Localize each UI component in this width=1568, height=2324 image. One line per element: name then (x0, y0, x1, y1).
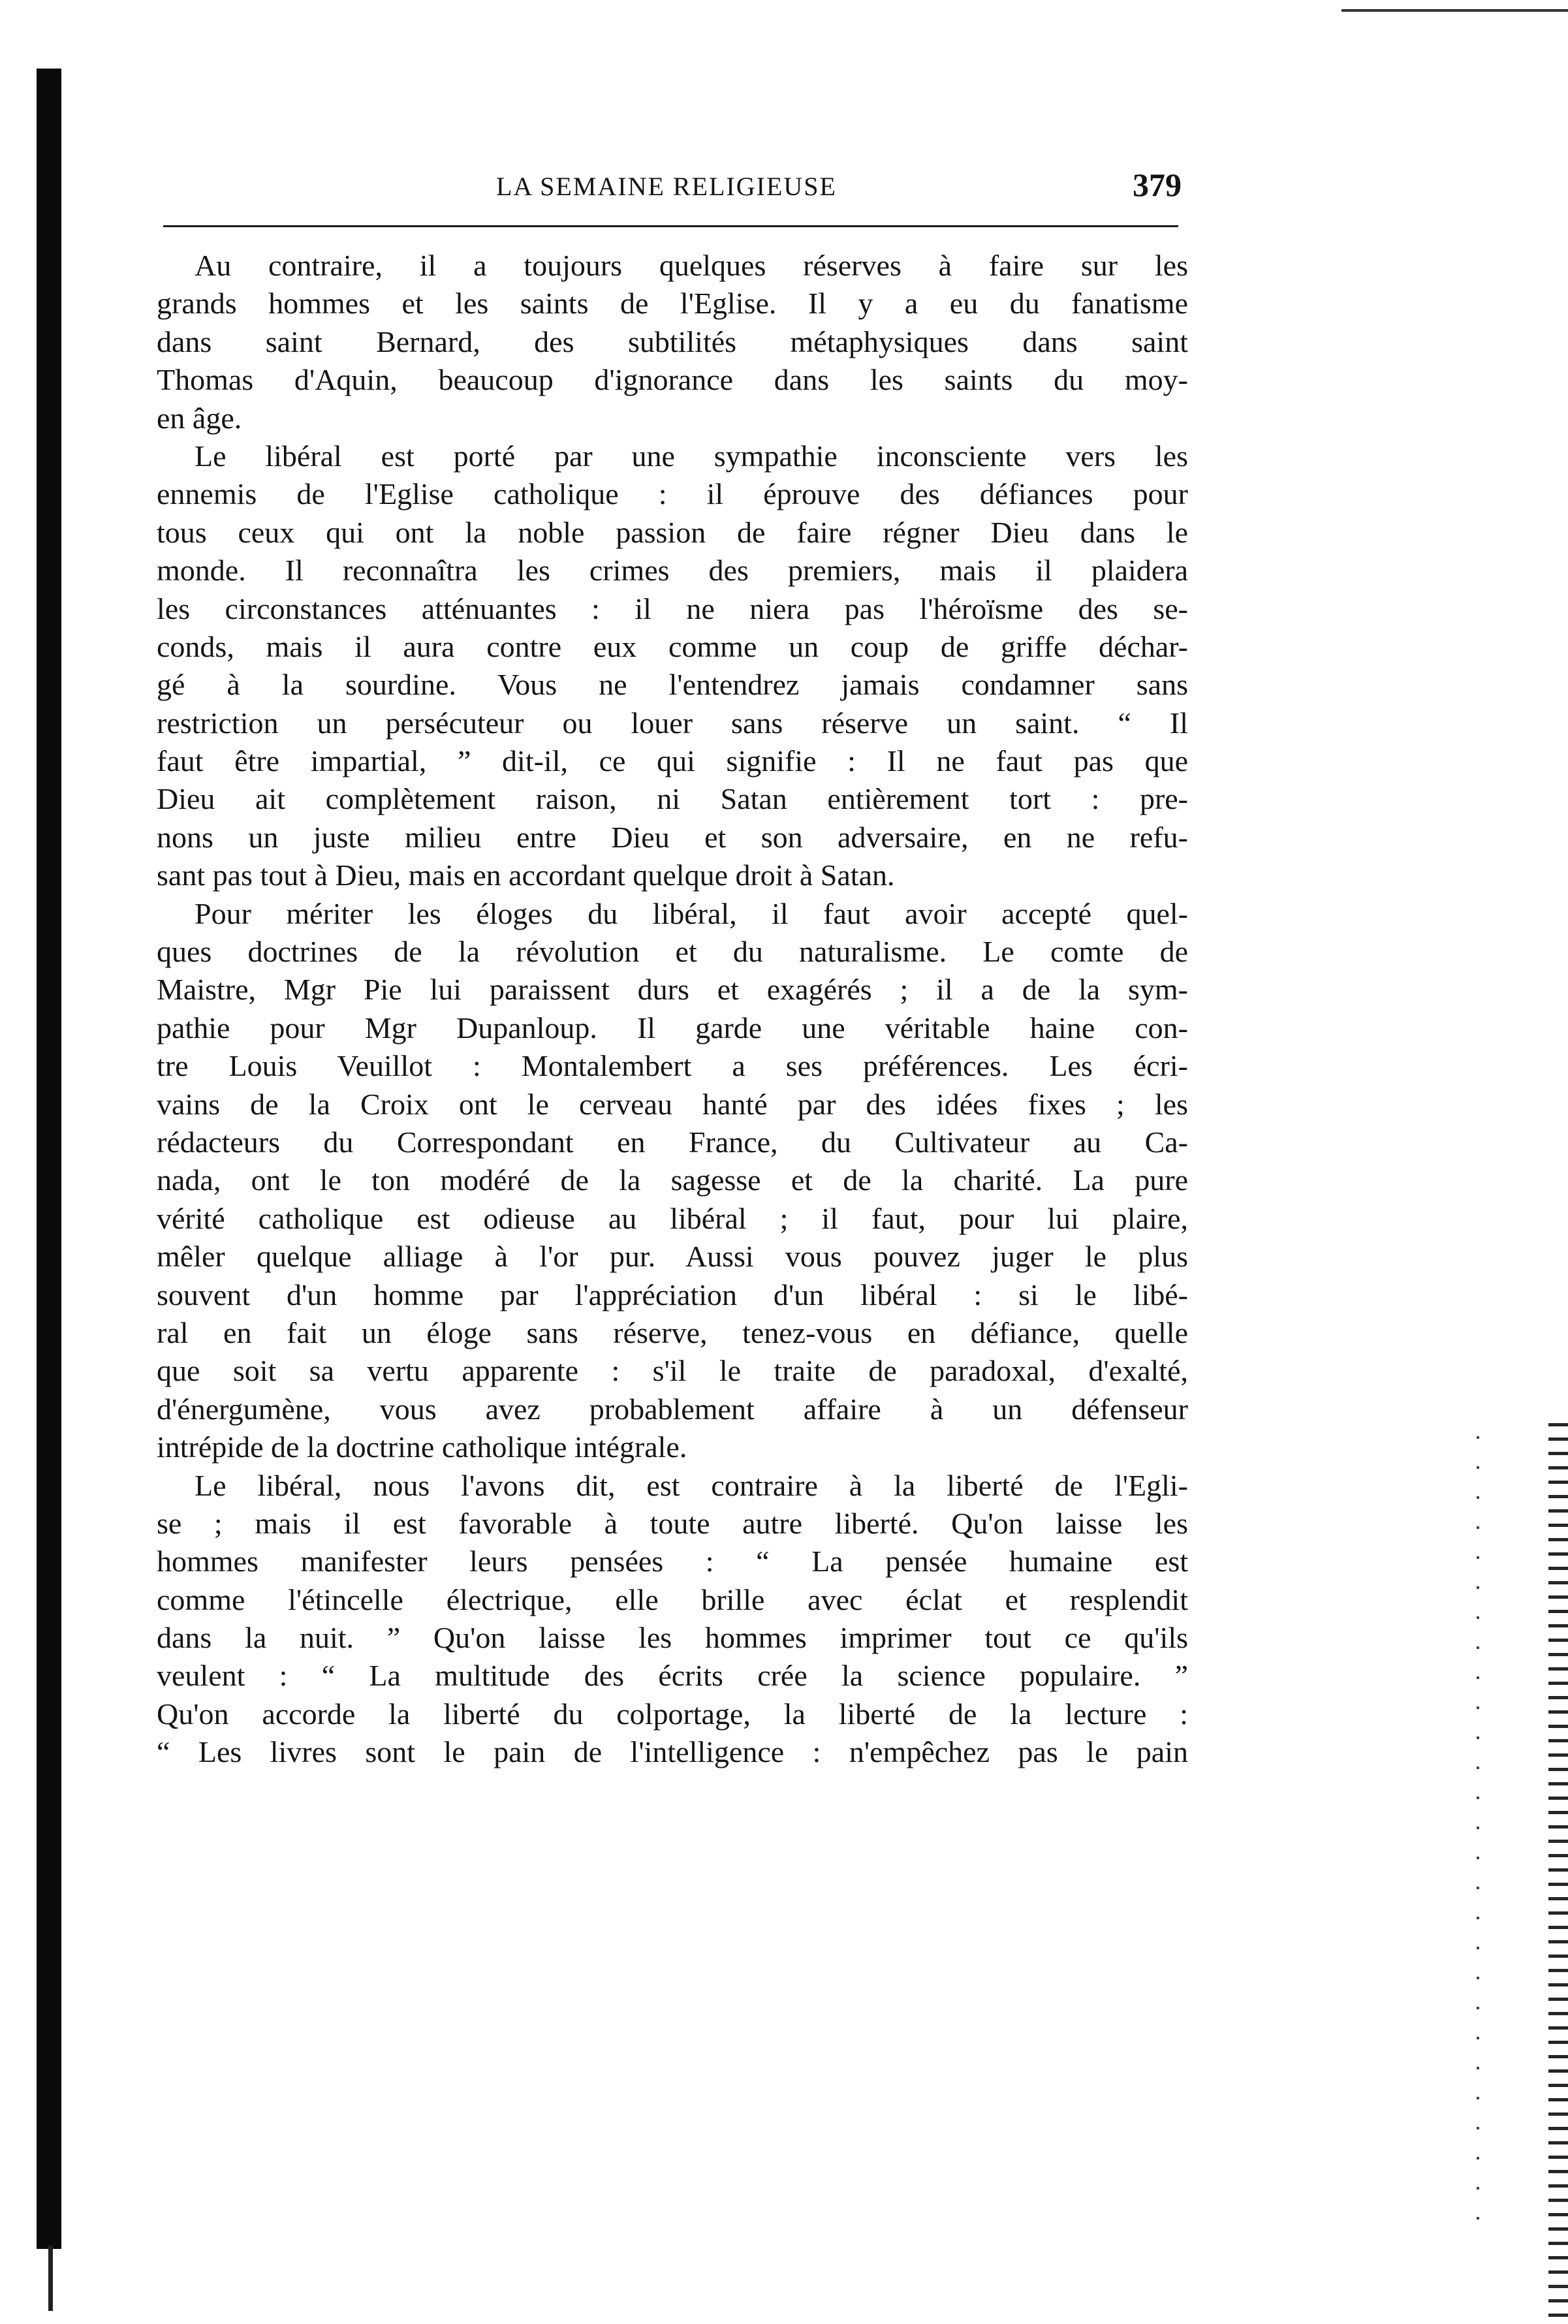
text-line: dans la nuit. ” Qu'on laisse les hommes imprimer tout ce qu'ils (157, 1621, 1188, 1655)
text-line: les circonstances atténuantes : il ne niera pas l'héroïsme des se- (157, 591, 1188, 625)
text-line: conds, mais il aura contre eux comme un coup de griffe déchar- (157, 629, 1188, 663)
text-line: que soit sa vertu apparente : s'il le traite de paradoxal, d'exalté, (157, 1354, 1188, 1388)
text-line: dans saint Bernard, des subtilités métaphysiques dans saint (157, 324, 1188, 358)
page-number: 379 (1133, 166, 1182, 203)
text-line: ennemis de l'Eglise catholique : il éprouve des défiances pour (157, 477, 1188, 511)
body-text (157, 247, 1188, 1772)
text-line: faut être impartial, ” dit-il, ce qui signifie : Il ne faut pas que (157, 744, 1188, 778)
text-line: tre Louis Veuillot : Montalembert a ses préférences. Les écri- (157, 1049, 1188, 1083)
text-line: Le libéral, nous l'avons dit, est contraire à la liberté de l'Egli- (195, 1468, 1188, 1502)
header-rule (163, 225, 1178, 227)
scan-top-rule (1341, 9, 1568, 12)
text-line: en âge. (157, 401, 242, 435)
text-line: Thomas d'Aquin, beaucoup d'ignorance dans les saints du moy- (157, 363, 1188, 397)
text-line: veulent : “ La multitude des écrits crée la science populaire. ” (157, 1659, 1188, 1693)
running-head: LA SEMAINE RELIGIEUSE (496, 172, 837, 201)
scan-right-edge-noise (1548, 1423, 1568, 2324)
text-line: Dieu ait complètement raison, ni Satan entièrement tort : pre- (157, 782, 1188, 816)
text-line: Maistre, Mgr Pie lui paraissent durs et exagérés ; il a de la sym- (157, 973, 1188, 1007)
text-line: sant pas tout à Dieu, mais en accordant quelque droit à Satan. (157, 858, 895, 892)
scan-binding-shadow (37, 69, 61, 2249)
text-line: souvent d'un homme par l'appréciation d'un libéral : si le libé- (157, 1278, 1188, 1311)
text-line: restriction un persécuteur ou louer sans réserve un saint. “ Il (157, 706, 1188, 740)
text-line: pathie pour Mgr Dupanloup. Il garde une véritable haine con- (157, 1011, 1188, 1044)
text-line: “ Les livres sont le pain de l'intelligence : n'empêchez pas le pain (157, 1735, 1188, 1769)
text-line: se ; mais il est favorable à toute autre liberté. Qu'on laisse les (157, 1506, 1188, 1540)
text-line: hommes manifester leurs pensées : “ La pensée humaine est (157, 1545, 1188, 1578)
text-line: grands hommes et les saints de l'Eglise. Il y a eu du fanatisme (157, 287, 1188, 321)
scan-edge-dots (1477, 1436, 1479, 2220)
text-line: vains de la Croix ont le cerveau hanté par des idées fixes ; les (157, 1087, 1188, 1121)
text-line: ral en fait un éloge sans réserve, tenez-vous en défiance, quelle (157, 1315, 1188, 1349)
page-header (163, 166, 1182, 210)
text-line: comme l'étincelle électrique, elle brille avec éclat et resplendit (157, 1582, 1188, 1616)
text-line: gé à la sourdine. Vous ne l'entendrez jamais condamner sans (157, 668, 1188, 702)
text-line: nons un juste milieu entre Dieu et son adversaire, en ne refu- (157, 820, 1188, 854)
text-line: nada, ont le ton modéré de la sagesse et de la charité. La pure (157, 1163, 1188, 1197)
text-line: rédacteurs du Correspondant en France, du Cultivateur au Ca- (157, 1125, 1188, 1159)
text-line: ques doctrines de la révolution et du naturalisme. Le comte de (157, 935, 1188, 969)
text-line: Au contraire, il a toujours quelques réserves à faire sur les (195, 249, 1188, 282)
text-line: tous ceux qui ont la noble passion de faire régner Dieu dans le (157, 515, 1188, 549)
scan-binding-shadow-tail (48, 2246, 53, 2311)
text-line: Qu'on accorde la liberté du colportage, la liberté de la lecture : (157, 1697, 1188, 1731)
text-line: Pour mériter les éloges du libéral, il faut avoir accepté quel- (195, 896, 1188, 930)
text-line: mêler quelque alliage à l'or pur. Aussi vous pouvez juger le plus (157, 1240, 1188, 1274)
text-line: Le libéral est porté par une sympathie inconsciente vers les (195, 439, 1188, 473)
text-line: vérité catholique est odieuse au libéral ; il faut, pour lui plaire, (157, 1201, 1188, 1235)
text-line: intrépide de la doctrine catholique intégrale. (157, 1430, 687, 1464)
text-line: d'énergumène, vous avez probablement affaire à un défenseur (157, 1392, 1188, 1426)
text-line: monde. Il reconnaîtra les crimes des premiers, mais il plaidera (157, 554, 1188, 588)
